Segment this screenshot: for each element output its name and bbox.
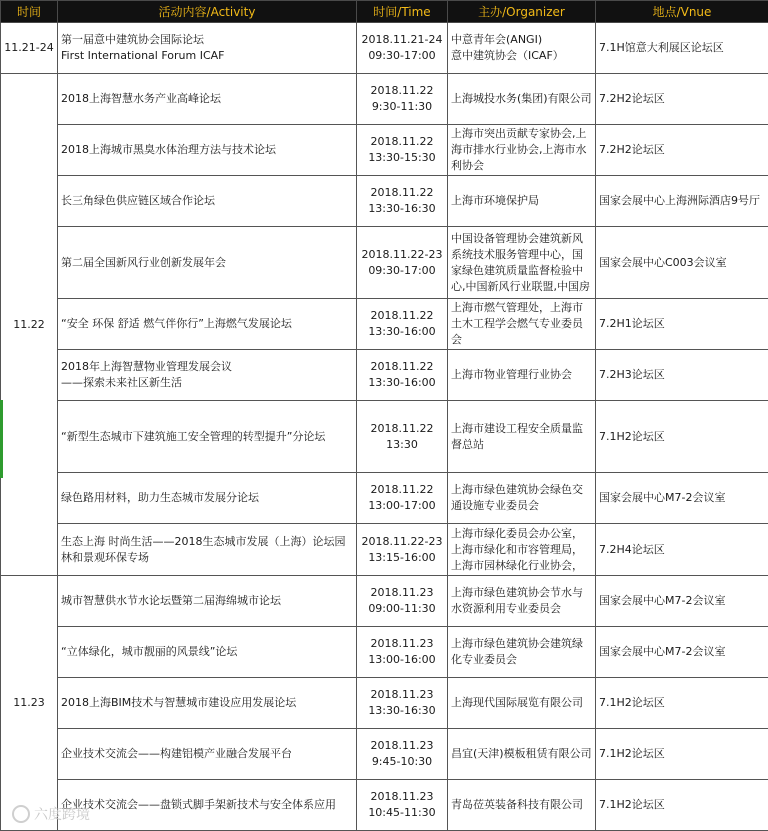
time-cell: 2018.11.23 9:45-10:30 <box>357 729 448 780</box>
activity-cell: 长三角绿色供应链区域合作论坛 <box>58 176 357 227</box>
table-row <box>1 299 768 350</box>
table-row <box>1 576 768 627</box>
activity-cell: 2018上海BIM技术与智慧城市建设应用发展论坛 <box>58 678 357 729</box>
header-organizer: 主办/Organizer <box>448 1 596 23</box>
table-row <box>1 176 768 227</box>
time-cell: 2018.11.22 13:30-16:00 <box>357 350 448 401</box>
table-row <box>1 350 768 401</box>
time-cell: 2018.11.22-23 09:30-17:00 <box>357 227 448 299</box>
time-cell: 2018.11.22 13:30-15:30 <box>357 125 448 176</box>
organizer-cell: 上海市绿色建筑协会绿色交通设施专业委员会 <box>448 473 596 524</box>
table-row <box>1 23 768 74</box>
venue-cell: 7.2H2论坛区 <box>596 74 768 125</box>
header-time: 时间/Time <box>357 1 448 23</box>
table-row <box>1 125 768 176</box>
venue-cell: 国家会展中心上海洲际酒店9号厅 <box>596 176 768 227</box>
time-cell: 2018.11.22 9:30-11:30 <box>357 74 448 125</box>
organizer-cell: 上海市环境保护局 <box>448 176 596 227</box>
watermark-text: 六度跨境 <box>34 807 90 823</box>
table-row <box>1 524 768 576</box>
activity-cell: 城市智慧供水节水论坛暨第二届海绵城市论坛 <box>58 576 357 627</box>
time-cell: 2018.11.23 09:00-11:30 <box>357 576 448 627</box>
watermark <box>12 804 90 824</box>
venue-cell: 7.2H1论坛区 <box>596 299 768 350</box>
venue-cell: 7.2H2论坛区 <box>596 125 768 176</box>
venue-cell: 国家会展中心M7-2会议室 <box>596 473 768 524</box>
organizer-cell: 上海城投水务(集团)有限公司 <box>448 74 596 125</box>
organizer-cell: 中意青年会(ANGI) 意中建筑协会（ICAF） <box>448 23 596 74</box>
organizer-cell: 上海市物业管理行业协会 <box>448 350 596 401</box>
header-date: 时间 <box>1 1 58 23</box>
organizer-cell: 上海市建设工程安全质量监督总站 <box>448 401 596 473</box>
time-cell: 2018.11.22-23 13:15-16:00 <box>357 524 448 576</box>
table-row <box>1 627 768 678</box>
table-row <box>1 227 768 299</box>
organizer-cell: 上海市突出贡献专家协会,上海市排水行业协会,上海市水利协会 <box>448 125 596 176</box>
activity-cell: 2018上海智慧水务产业高峰论坛 <box>58 74 357 125</box>
venue-cell: 国家会展中心C003会议室 <box>596 227 768 299</box>
activity-cell: 生态上海 时尚生活——2018生态城市发展（上海）论坛园林和景观环保专场 <box>58 524 357 576</box>
venue-cell: 7.1H2论坛区 <box>596 678 768 729</box>
table-row <box>1 74 768 125</box>
header-venue: 地点/Vnue <box>596 1 768 23</box>
table-row <box>1 678 768 729</box>
organizer-cell: 上海市绿化委员会办公室，上海市绿化和市容管理局，上海市园林绿化行业协会， <box>448 524 596 576</box>
time-cell: 2018.11.22 13:30-16:30 <box>357 176 448 227</box>
date-cell: 11.21-24 <box>1 23 58 74</box>
organizer-cell: 上海市燃气管理处，上海市土木工程学会燃气专业委员会 <box>448 299 596 350</box>
activity-cell: 企业技术交流会——构建铝模产业融合发展平台 <box>58 729 357 780</box>
activity-cell: “新型生态城市下建筑施工安全管理的转型提升”分论坛 <box>58 401 357 473</box>
venue-cell: 7.1H2论坛区 <box>596 729 768 780</box>
organizer-cell: 上海市绿色建筑协会建筑绿化专业委员会 <box>448 627 596 678</box>
venue-cell: 7.2H3论坛区 <box>596 350 768 401</box>
organizer-cell: 昌宜(天津)模板租赁有限公司 <box>448 729 596 780</box>
table-row <box>1 780 768 831</box>
time-cell: 2018.11.22 13:30 <box>357 401 448 473</box>
activity-cell: 2018上海城市黑臭水体治理方法与技术论坛 <box>58 125 357 176</box>
activity-cell: 第二届全国新风行业创新发展年会 <box>58 227 357 299</box>
activity-cell: 企业技术交流会——盘锁式脚手架新技术与安全体系应用 <box>58 780 357 831</box>
time-cell: 2018.11.23 13:30-16:30 <box>357 678 448 729</box>
venue-cell: 7.1H馆意大利展区论坛区 <box>596 23 768 74</box>
venue-cell: 7.1H2论坛区 <box>596 401 768 473</box>
time-cell: 2018.11.23 13:00-16:00 <box>357 627 448 678</box>
time-cell: 2018.11.22 13:30-16:00 <box>357 299 448 350</box>
table-row <box>1 401 768 473</box>
venue-cell: 国家会展中心M7-2会议室 <box>596 576 768 627</box>
venue-cell: 7.2H4论坛区 <box>596 524 768 576</box>
venue-cell: 7.1H2论坛区 <box>596 780 768 831</box>
organizer-cell: 青岛莅英装备科技有限公司 <box>448 780 596 831</box>
activity-cell: “立体绿化，城市靓丽的风景线”论坛 <box>58 627 357 678</box>
table-row <box>1 729 768 780</box>
activity-cell: 第一届意中建筑协会国际论坛 First International Forum ICAF <box>58 23 357 74</box>
date-cell: 11.23 <box>1 576 58 831</box>
date-cell: 11.22 <box>1 74 58 576</box>
venue-cell: 国家会展中心M7-2会议室 <box>596 627 768 678</box>
header-row <box>1 1 768 23</box>
organizer-cell: 上海现代国际展览有限公司 <box>448 678 596 729</box>
activity-cell: “安全 环保 舒适 燃气伴你行”上海燃气发展论坛 <box>58 299 357 350</box>
organizer-cell: 上海市绿色建筑协会节水与水资源利用专业委员会 <box>448 576 596 627</box>
time-cell: 2018.11.23 10:45-11:30 <box>357 780 448 831</box>
table-row <box>1 473 768 524</box>
organizer-cell: 中国设备管理协会建筑新风系统技术服务管理中心，国家绿色建筑质量监督检验中心,中国新风行业联盟,中国房 <box>448 227 596 299</box>
watermark-logo-icon <box>12 805 30 823</box>
time-cell: 2018.11.22 13:00-17:00 <box>357 473 448 524</box>
activity-cell: 绿色路用材料，助力生态城市发展分论坛 <box>58 473 357 524</box>
left-edge-marker <box>0 400 3 478</box>
activity-cell: 2018年上海智慧物业管理发展会议 ——探索未来社区新生活 <box>58 350 357 401</box>
time-cell: 2018.11.21-24 09:30-17:00 <box>357 23 448 74</box>
header-activity: 活动内容/Activity <box>58 1 357 23</box>
